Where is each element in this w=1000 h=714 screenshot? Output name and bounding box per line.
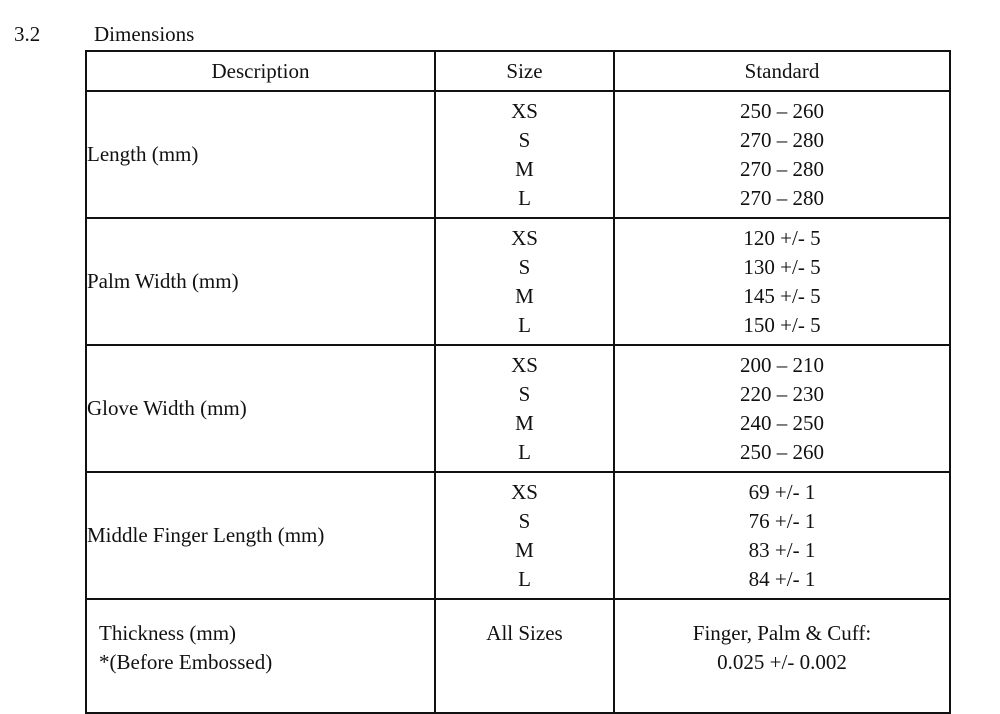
standard-value: 220 – 230 bbox=[740, 381, 824, 406]
size-cell bbox=[435, 599, 614, 713]
size-value: M bbox=[515, 156, 534, 181]
standard-value: 120 +/- 5 bbox=[743, 225, 821, 250]
description-cell bbox=[86, 599, 435, 713]
standard-value: 76 +/- 1 bbox=[748, 508, 816, 533]
size-value: XS bbox=[511, 352, 538, 377]
size-value: XS bbox=[511, 98, 538, 123]
size-cell bbox=[435, 472, 614, 599]
table-row-thickness bbox=[86, 599, 950, 713]
size-value: S bbox=[518, 254, 531, 279]
standard-cell bbox=[614, 91, 950, 218]
header-standard: Standard bbox=[614, 51, 950, 91]
size-value: M bbox=[515, 537, 534, 562]
table-row-middle-finger-length bbox=[86, 472, 950, 599]
standard-value: 270 – 280 bbox=[740, 156, 824, 181]
standard-cell bbox=[614, 472, 950, 599]
standard-value: 270 – 280 bbox=[740, 127, 824, 152]
table-row-glove-width bbox=[86, 345, 950, 472]
size-cell bbox=[435, 91, 614, 218]
size-value: L bbox=[518, 439, 531, 464]
size-value: All Sizes bbox=[486, 621, 563, 645]
table-row-palm-width bbox=[86, 218, 950, 345]
size-cell bbox=[435, 345, 614, 472]
thickness-note: *(Before Embossed) bbox=[99, 650, 273, 674]
section-number: 3.2 bbox=[14, 22, 41, 46]
standard-value: 200 – 210 bbox=[740, 352, 824, 377]
size-value: L bbox=[518, 185, 531, 210]
standard-value: 145 +/- 5 bbox=[743, 283, 821, 308]
section-title: Dimensions bbox=[94, 22, 195, 46]
size-value: M bbox=[515, 283, 534, 308]
size-value: S bbox=[518, 508, 531, 533]
header-row bbox=[86, 51, 950, 91]
standard-cell bbox=[614, 345, 950, 472]
standard-value: 270 – 280 bbox=[740, 185, 824, 210]
description-cell: Palm Width (mm) bbox=[86, 218, 435, 345]
size-value: XS bbox=[511, 479, 538, 504]
description-cell: Middle Finger Length (mm) bbox=[86, 472, 435, 599]
standard-value: 130 +/- 5 bbox=[743, 254, 821, 279]
size-value: M bbox=[515, 410, 534, 435]
size-value: L bbox=[518, 566, 531, 591]
standard-value: 83 +/- 1 bbox=[748, 537, 816, 562]
standard-value: 150 +/- 5 bbox=[743, 312, 821, 337]
dimensions-table bbox=[85, 50, 951, 714]
standard-value: 69 +/- 1 bbox=[748, 479, 816, 504]
header-description: Description bbox=[86, 51, 435, 91]
size-value: S bbox=[518, 381, 531, 406]
size-cell bbox=[435, 218, 614, 345]
standard-value: 250 – 260 bbox=[740, 439, 824, 464]
standard-value: 250 – 260 bbox=[740, 98, 824, 123]
description-cell: Glove Width (mm) bbox=[86, 345, 435, 472]
size-value: S bbox=[518, 127, 531, 152]
table-row-length bbox=[86, 91, 950, 218]
standard-cell bbox=[614, 218, 950, 345]
header-size: Size bbox=[435, 51, 614, 91]
size-value: L bbox=[518, 312, 531, 337]
standard-value: 84 +/- 1 bbox=[748, 566, 816, 591]
thickness-label: Thickness (mm) bbox=[99, 621, 237, 645]
standard-value: Finger, Palm & Cuff: bbox=[692, 621, 872, 645]
standard-value: 240 – 250 bbox=[740, 410, 824, 435]
size-value: XS bbox=[511, 225, 538, 250]
description-cell: Length (mm) bbox=[86, 91, 435, 218]
standard-cell bbox=[614, 599, 950, 713]
standard-value: 0.025 +/- 0.002 bbox=[717, 650, 847, 674]
